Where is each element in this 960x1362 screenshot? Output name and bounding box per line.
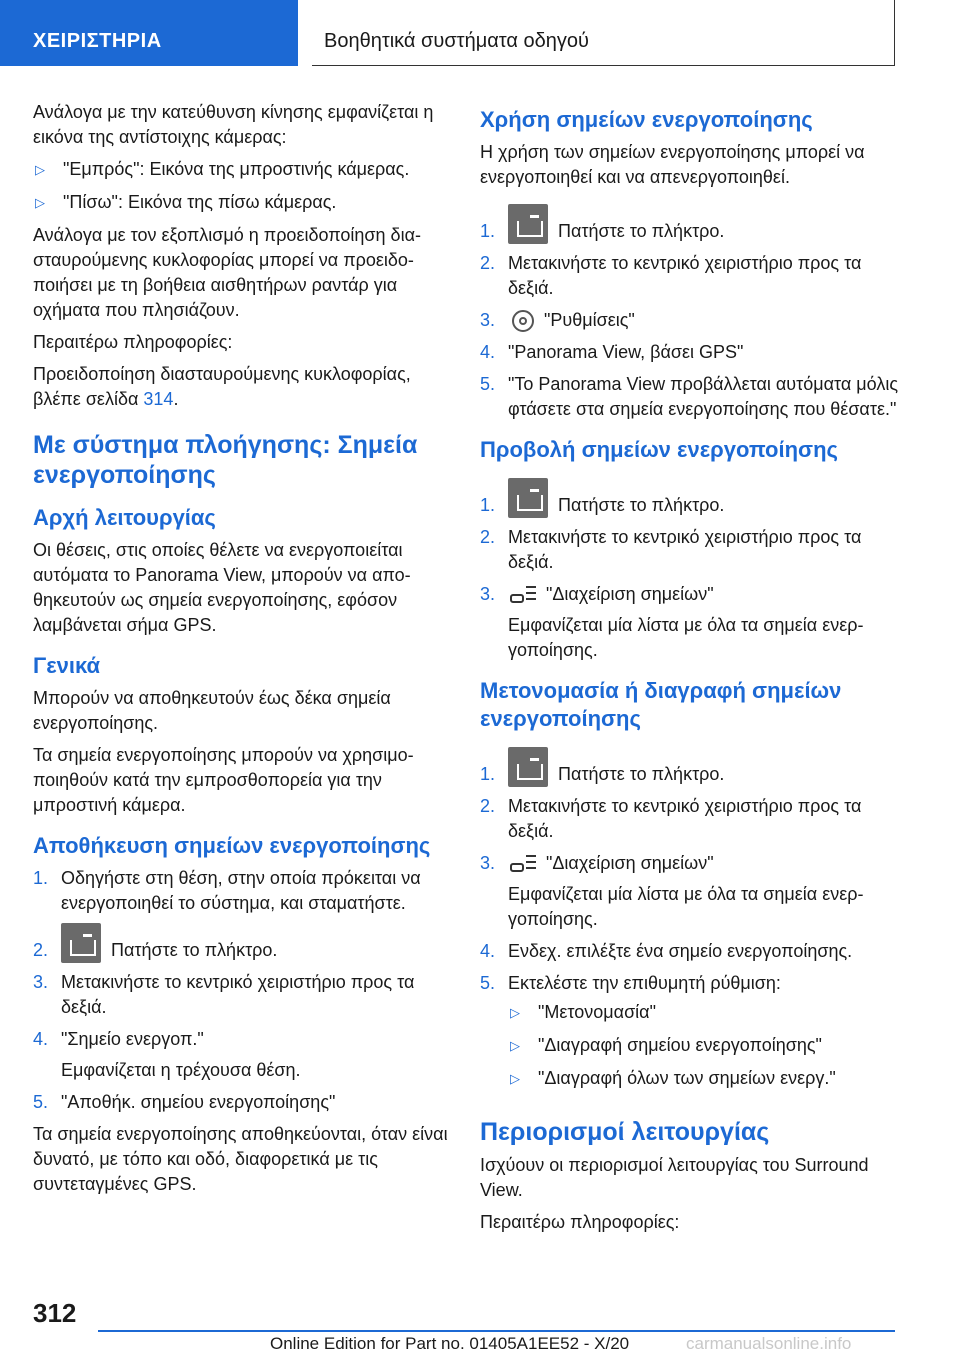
step-number: 3. [480, 584, 496, 604]
list-item [33, 190, 453, 215]
page-header [0, 0, 960, 66]
triangle-bullet-icon: ▷ [510, 1038, 520, 1053]
right-column [480, 100, 900, 1242]
step-item: 1. Πατήστε το πλήκτρο. [480, 478, 900, 518]
list-item-text: "Πίσω": Εικόνα της πίσω κάμερας. [63, 192, 337, 212]
edition-text: Online Edition for Part no. 01405A1EE52 - X/20 [270, 1334, 630, 1353]
step-number: 2. [480, 527, 496, 547]
list-item: ▷ "Μετονομασία" [508, 1000, 900, 1025]
triangle-bullet-icon: ▷ [35, 195, 45, 210]
step-number: 3. [33, 972, 49, 992]
footer-divider [98, 1330, 895, 1332]
list-item [33, 157, 453, 182]
step-item: 3. "Ρυθμίσεις" [480, 308, 900, 333]
step-number: 5. [33, 1092, 49, 1112]
step-item: 3. Μετακινήστε το κεντρικό χειριστήριο προς τα δεξιά. [33, 970, 453, 1020]
general-paragraph: Τα σημεία ενεργοποίησης μπορούν να χρησιμοποιηθούν κατά την εμπροσθοπορεία για την μπροστινή κάμερα. [33, 745, 414, 815]
step-number: 5. [480, 374, 496, 394]
step-item: 4. Ενδεχ. επιλέξτε ένα σημείο ενεργοποίησης. [480, 939, 900, 964]
principle-paragraph: Οι θέσεις, στις οποίες θέλετε να ενεργοποιείται αυτόματα το Panorama View, μπορούν να αποθηκευτούν ως σημεία ενεργοποίησης, εφόσον λαμβάνεται σήμα GPS. [33, 540, 411, 635]
step-item: 3. "Διαχείριση σημείων" Εμφανίζεται μία λίστα με όλα τα σημεία ενεργοποίησης. [480, 851, 900, 932]
step-number: 4. [480, 342, 496, 362]
step-item: 2. Μετακινήστε το κεντρικό χειριστήριο προς τα δεξιά. [480, 794, 900, 844]
step-number: 1. [480, 764, 496, 784]
step-number: 4. [480, 941, 496, 961]
step-number: 3. [480, 853, 496, 873]
more-info-label: Περαιτέρω πληροφορίες: [33, 332, 233, 352]
general-paragraph: Μπορούν να αποθηκευτούν έως δέκα σημεία ενεργοποίησης. [33, 688, 391, 733]
chapter-title: Βοηθητικά συστήματα οδηγού [312, 0, 895, 66]
step-item: 1. Πατήστε το πλήκτρο. [480, 747, 900, 787]
subsection-heading: Αποθήκευση σημείων ενεργοποίησης [33, 833, 431, 858]
subsection-heading: Αρχή λειτουργίας [33, 505, 216, 530]
section-heading: Με σύστημα πλοήγησης: Σημεία ενεργοποίησης [33, 431, 418, 489]
section-tab: ΧΕΙΡΙΣΤΗΡΙΑ [0, 0, 298, 66]
step-item: 1. Πατήστε το πλήκτρο. [480, 204, 900, 244]
list-item: ▷ "Διαγραφή όλων των σημείων ενεργ." [508, 1066, 900, 1091]
step-number: 1. [480, 495, 496, 515]
more-info-label: Περαιτέρω πληροφορίες: [480, 1212, 680, 1232]
step-number: 2. [480, 796, 496, 816]
triangle-bullet-icon: ▷ [510, 1005, 520, 1020]
section-heading: Περιορισμοί λειτουργίας [480, 1118, 770, 1146]
warning-paragraph: Ανάλογα με τον εξοπλισμό η προειδοποίηση διασταυρούμενης κυκλοφορίας μπορεί να προειδοποιήσει με τη βοήθεια αισθητήρων ραντάρ για οχήματα που πλησιάζουν. [33, 225, 421, 320]
step-item: 4. "Σημείο ενεργοπ." Εμφανίζεται η τρέχουσα θέση. [33, 1027, 453, 1083]
step-item: 2. Πατήστε το πλήκτρο. [33, 923, 453, 963]
list-item-text: "Εμπρός": Εικόνα της μπροστινής κάμερας. [63, 159, 410, 179]
step-item: 5. Εκτελέστε την επιθυμητή ρύθμιση: ▷ "Μετονομασία" ▷ "Διαγραφή σημείου ενεργοποίησης" ▷ "Διαγραφή όλων των σημείων ενεργ." [480, 971, 900, 1099]
step-number: 1. [33, 868, 49, 888]
use-paragraph: Η χρήση των σημείων ενεργοποίησης μπορεί να ενεργοποιηθεί και να απενεργοποιηθεί. [480, 142, 865, 187]
camera-button-icon [508, 478, 548, 518]
subsection-heading: Προβολή σημείων ενεργοποίησης [480, 437, 838, 462]
subsection-heading: Χρήση σημείων ενεργοποίησης [480, 107, 813, 132]
step-number: 5. [480, 973, 496, 993]
manage-points-list-icon [510, 853, 536, 875]
step-item: 4. "Panorama View, βάσει GPS" [480, 340, 900, 365]
camera-button-icon [508, 204, 548, 244]
camera-button-icon [61, 923, 101, 963]
page-number: 312 [33, 1298, 77, 1328]
step-item: 2. Μετακινήστε το κεντρικό χειριστήριο προς τα δεξιά. [480, 525, 900, 575]
left-column [33, 100, 453, 1204]
subsection-heading: Γενικά [33, 653, 101, 678]
step-item: 3. "Διαχείριση σημείων" Εμφανίζεται μία λίστα με όλα τα σημεία ενεργοποίησης. [480, 582, 900, 663]
step-number: 2. [33, 940, 49, 960]
saved-paragraph: Τα σημεία ενεργοποίησης αποθηκεύονται, όταν είναι δυνατό, με τόπο και οδό, διαφορετικά με τις συντεταγμένες GPS. [33, 1124, 448, 1194]
step-item: 1. Οδηγήστε στη θέση, στην οποία πρόκειται να ενεργοποιηθεί το σύστημα, και σταματήστε. [33, 866, 453, 916]
triangle-bullet-icon: ▷ [35, 162, 45, 177]
triangle-bullet-icon: ▷ [510, 1071, 520, 1086]
intro-paragraph: Ανάλογα με την κατεύθυνση κίνησης εμφανίζεται η εικόνα της αντίστοιχης κάμερας: [33, 102, 434, 147]
manage-points-list-icon [510, 584, 536, 606]
step-number: 1. [480, 221, 496, 241]
step-number: 2. [480, 253, 496, 273]
step-number: 4. [33, 1029, 49, 1049]
step-item: 5. "Αποθήκ. σημείου ενεργοποίησης" [33, 1090, 453, 1115]
list-item: ▷ "Διαγραφή σημείου ενεργοποίησης" [508, 1033, 900, 1058]
limits-paragraph: Ισχύουν οι περιορισμοί λειτουργίας του Surround View. [480, 1155, 869, 1200]
step-item: 5. "Το Panorama View προβάλλεται αυτόματα μόλις φτάσετε στα σημεία ενεργοποίησης που θέσατε." [480, 372, 900, 422]
camera-button-icon [508, 747, 548, 787]
page-reference-link[interactable]: 314 [143, 389, 174, 409]
watermark-site: carmanualsonline.info [686, 1334, 852, 1353]
subsection-heading: Μετονομασία ή διαγραφή σημείων ενεργοποίησης [480, 678, 842, 731]
reference-paragraph: Προειδοποίηση διασταυρούμενης κυκλοφορίας, βλέπε σελίδα 314. [33, 364, 411, 409]
step-item: 2. Μετακινήστε το κεντρικό χειριστήριο προς τα δεξιά. [480, 251, 900, 301]
settings-gear-icon [512, 310, 534, 332]
step-number: 3. [480, 310, 496, 330]
